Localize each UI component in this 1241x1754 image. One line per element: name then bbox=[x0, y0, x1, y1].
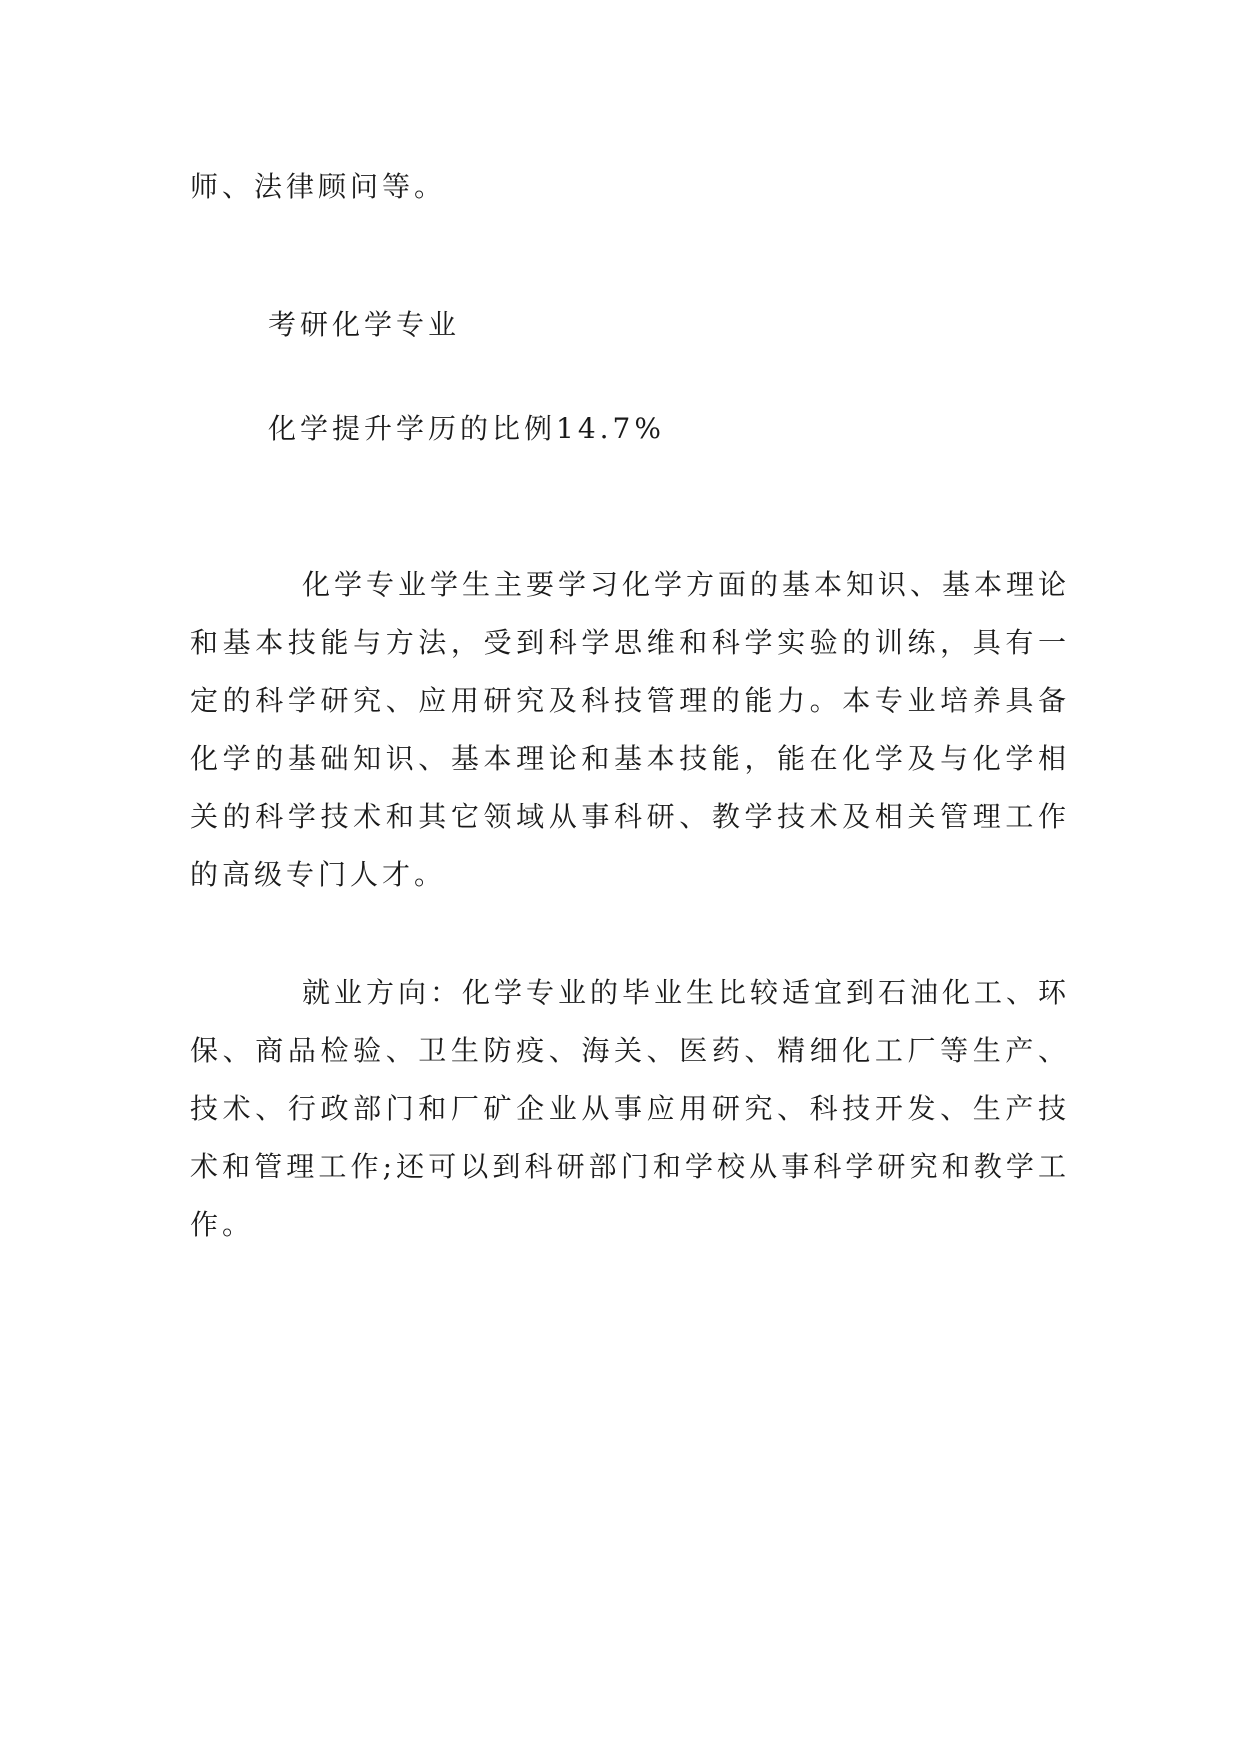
ratio-text: 化学提升学历的比例14.7% bbox=[268, 412, 665, 445]
fragment-text: 师、法律顾问等。 bbox=[190, 170, 447, 203]
section-heading: 考研化学专业 bbox=[268, 308, 461, 341]
intro-paragraph: 化学专业学生主要学习化学方面的基本知识、基本理论和基本技能与方法，受到科学思维和科学实验的训练，具有一定的科学研究、应用研究及科技管理的能力。本专业培养具备化学的基础知识、基本理论和基本技能，能在化学及与化学相关的科学技术和其它领域从事科研、教学技术及相关管理工作的高级专门人才。 bbox=[190, 568, 1071, 891]
career-paragraph: 就业方向：化学专业的毕业生比较适宜到石油化工、环保、商品检验、卫生防疫、海关、医药、精细化工厂等生产、技术、行政部门和厂矿企业从事应用研究、科技开发、生产技术和管理工作;还可以到科研部门和学校从事科学研究和教学工作。 bbox=[190, 976, 1071, 1241]
